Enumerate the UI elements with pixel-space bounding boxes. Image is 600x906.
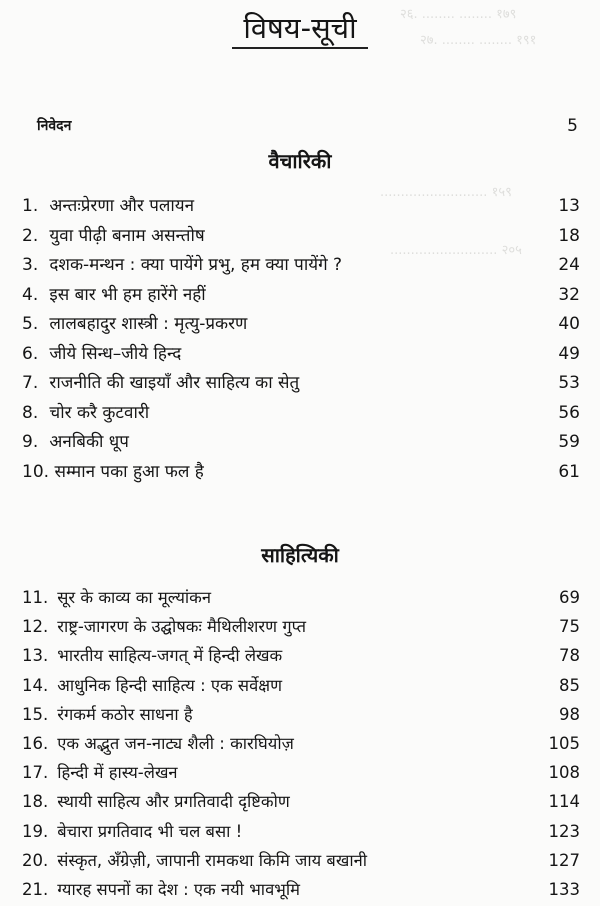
entry-page: 24 (558, 255, 580, 275)
toc-entry (22, 252, 580, 282)
entry-title: स्थायी साहित्य और प्रगतिवादी दृष्टिकोण (57, 792, 290, 812)
toc-entry (22, 311, 580, 341)
entry-title: ग्यारह सपनों का देश : एक नयी भावभूमि (57, 879, 300, 899)
entry-page: 114 (548, 792, 580, 812)
entry-title: चोर करै कुटवारी (49, 402, 150, 423)
toc-entry (22, 848, 580, 877)
entry-number: 21. (22, 879, 49, 899)
entry-page: 49 (558, 343, 580, 364)
preface-entry (37, 116, 578, 136)
entry-page: 85 (559, 675, 580, 695)
toc-entry (22, 614, 580, 643)
toc-entry (22, 760, 580, 789)
entry-title: राष्ट्र-जागरण के उद्घोषकः मैथिलीशरण गुप्त (57, 617, 307, 637)
toc-entry (22, 400, 580, 430)
toc-entry (22, 370, 580, 400)
entry-title: जीये सिन्ध–जीये हिन्द (49, 343, 182, 364)
entry-number: 17. (22, 763, 49, 783)
entry-page: 40 (558, 314, 580, 334)
entry-title: सूर के काव्य का मूल्यांकन (57, 588, 211, 607)
entry-number: 7. (22, 373, 39, 393)
entry-page: 18 (558, 225, 580, 246)
entry-page: 105 (548, 733, 580, 753)
toc-list-section-2 (22, 585, 580, 906)
toc-entry (22, 341, 580, 371)
entry-number: 5. (22, 314, 39, 334)
entry-number: 20. (22, 850, 49, 870)
entry-page: 98 (559, 704, 580, 724)
entry-number: 9. (22, 432, 39, 452)
toc-entry (22, 877, 580, 906)
entry-title: भारतीय साहित्य-जगत् में हिन्दी लेखक (57, 646, 283, 666)
entry-number: 1. (22, 196, 39, 216)
entry-page: 133 (548, 879, 580, 899)
entry-title: हिन्दी में हास्य-लेखन (57, 763, 178, 783)
entry-title: लालबहादुर शास्त्री : मृत्यु-प्रकरण (49, 314, 248, 334)
entry-page: 123 (548, 821, 580, 841)
entry-page: 13 (558, 196, 580, 216)
entry-number: 19. (22, 821, 49, 841)
entry-page: 127 (548, 850, 580, 870)
section-heading-sahityikee: साहित्यिकी (261, 543, 339, 567)
entry-number: 10. (22, 461, 50, 482)
entry-number: 11. (22, 588, 49, 607)
entry-number: 6. (22, 343, 39, 364)
entry-number: 18. (22, 792, 49, 812)
toc-entry (22, 731, 580, 760)
entry-title: राजनीति की खाइयाँ और साहित्य का सेतु (49, 373, 300, 393)
entry-number: 4. (22, 284, 39, 305)
toc-entry (22, 819, 580, 848)
preface-page: 5 (567, 116, 578, 136)
entry-title: दशक-मन्थन : क्या पायेंगे प्रभु, हम क्या पायेंगे ? (49, 255, 343, 275)
toc-entry (22, 429, 580, 459)
toc-entry (22, 643, 580, 672)
show-through-text: २७. ........ ........ १९१ (420, 33, 537, 48)
entry-page: 56 (558, 402, 580, 423)
toc-entry (22, 789, 580, 818)
entry-title: संस्कृत, अँग्रेज़ी, जापानी रामकथा किमि जाय बखानी (57, 850, 368, 870)
section-heading-vaicharikee: वैचारिकी (268, 149, 332, 173)
entry-title: आधुनिक हिन्दी साहित्य : एक सर्वेक्षण (57, 675, 283, 695)
entry-number: 3. (22, 255, 39, 275)
entry-title: रंगकर्म कठोर साधना है (57, 704, 193, 724)
entry-title: सम्मान पका हुआ फल है (54, 461, 204, 482)
entry-title: इस बार भी हम हारेंगे नहीं (49, 284, 206, 305)
entry-page: 75 (559, 617, 580, 637)
entry-title: अनबिकी धूप (49, 432, 129, 452)
entry-page: 59 (558, 432, 580, 452)
entry-page: 78 (559, 646, 580, 666)
entry-title: युवा पीढ़ी बनाम असन्तोष (49, 225, 205, 246)
entry-title: एक अद्भुत जन-नाट्य शैली : कारघियोज़ (57, 733, 294, 753)
show-through-text: .......................... २०५ (390, 243, 522, 258)
entry-number: 12. (22, 617, 49, 637)
toc-entry (22, 459, 580, 489)
show-through-text: .......................... १५९ (380, 185, 512, 200)
entry-number: 15. (22, 704, 49, 724)
entry-title: अन्तःप्रेरणा और पलायन (49, 196, 195, 216)
entry-number: 16. (22, 733, 49, 753)
entry-title: बेचारा प्रगतिवाद भी चल बसा ! (57, 821, 243, 841)
entry-page: 61 (558, 461, 580, 482)
entry-number: 8. (22, 402, 39, 423)
entry-page: 32 (558, 284, 580, 305)
entry-page: 53 (558, 373, 580, 393)
toc-entry (22, 585, 580, 614)
preface-title: निवेदन (37, 118, 72, 134)
entry-number: 2. (22, 225, 39, 246)
toc-entry (22, 702, 580, 731)
toc-entry (22, 193, 580, 223)
entry-page: 69 (559, 588, 580, 607)
toc-entry (22, 223, 580, 253)
toc-entry (22, 673, 580, 702)
title-underline (232, 47, 368, 49)
page-title: विषय-सूची (243, 11, 357, 45)
entry-number: 13. (22, 646, 49, 666)
toc-entry (22, 282, 580, 312)
entry-number: 14. (22, 675, 49, 695)
entry-page: 108 (548, 763, 580, 783)
toc-list-section-1 (22, 193, 580, 488)
show-through-text: २६. ........ ........ १७९ (400, 7, 517, 22)
